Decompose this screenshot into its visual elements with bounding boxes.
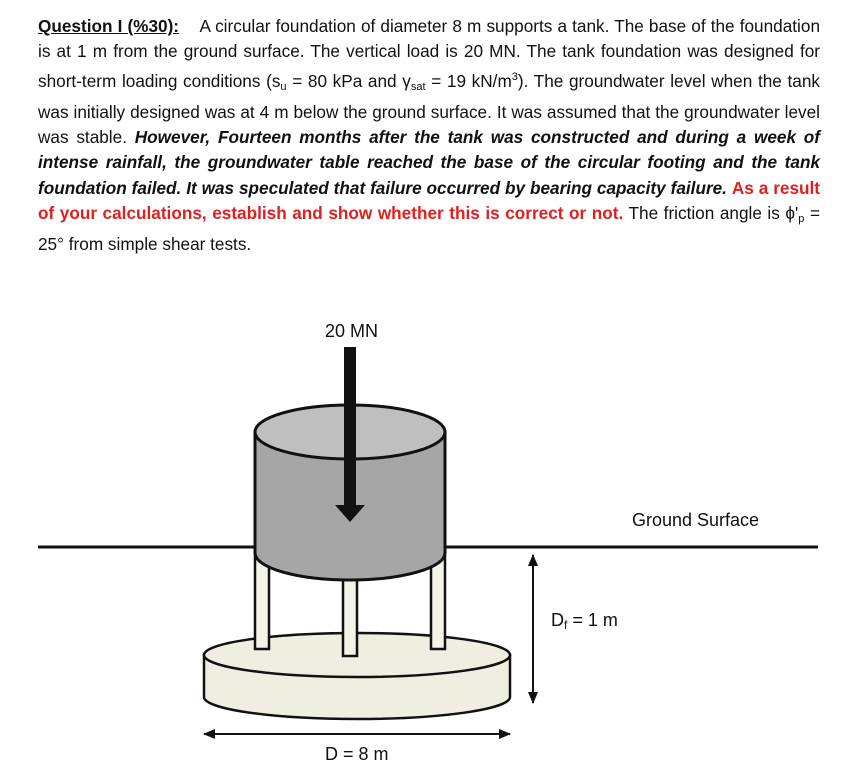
load-label: 20 MN (325, 321, 379, 341)
ground-surface-label: Ground Surface (632, 510, 760, 530)
tank-leg-center (343, 570, 357, 656)
question-text-3: = 19 kN/m (425, 70, 512, 91)
gamma-subscript: sat (410, 80, 426, 93)
question-title: Question I (%30): (38, 16, 180, 36)
question-text-4: ). The groundwater level when the tank was initially designed was at 4 m below the ground surface. It was assumed that the groundwater level was stable. (38, 70, 820, 148)
question-text-1: A circular foundation of diameter 8 m supports a tank. The base of the foundation is at 1 m from the ground surface. The vertical load is 20 MN. The tank foundation was designed for short-term loading conditions (s (38, 16, 820, 91)
su-subscript: u (280, 80, 287, 93)
phi-subscript: p (798, 213, 805, 226)
diameter-label: D = 8 m (325, 744, 389, 764)
depth-value: = 1 m (567, 610, 618, 630)
tank-leg-left (255, 555, 269, 649)
depth-subscript: f (564, 618, 568, 632)
tank-leg-right (431, 555, 445, 649)
question-text-6: = 25° from simple shear tests. (38, 203, 820, 255)
unit-superscript: 3 (511, 70, 518, 83)
question-text-5: The friction angle is ϕ' (623, 203, 799, 224)
question-text-2: = 80 kPa and γ (286, 70, 411, 91)
question-task: As a result of your calculations, establish and show whether this is correct or not. (38, 177, 820, 224)
question-emphasis: However, Fourteen months after the tank was constructed and during a week of intense rainfall, the groundwater table reached the base of the circular footing and the tank foundation failed. It was speculated that failure occurred by bearing capacity failure. (38, 127, 820, 198)
depth-symbol: D (551, 610, 564, 630)
depth-label (551, 610, 618, 632)
